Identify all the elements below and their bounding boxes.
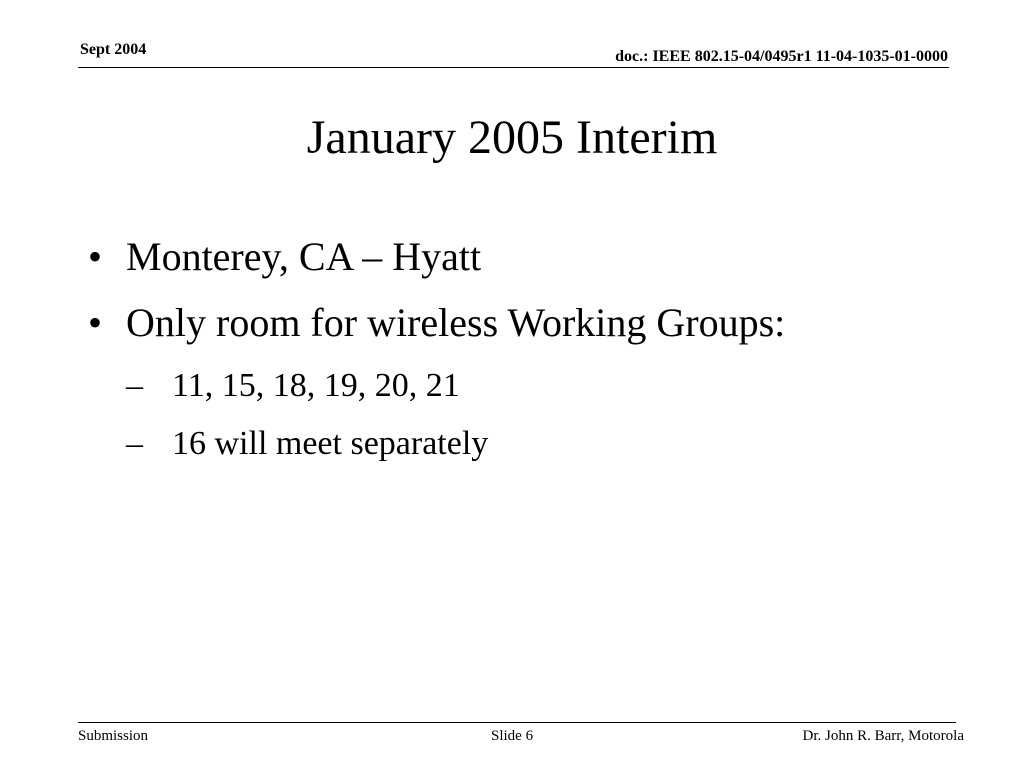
footer-slide-number: Slide 6	[491, 728, 534, 744]
bullet-text: Only room for wireless Working Groups:	[126, 300, 786, 345]
sub-bullet-text: 16 will meet separately	[172, 425, 489, 462]
bullet-text: Monterey, CA – Hyatt	[126, 234, 482, 279]
bullet-item	[88, 232, 968, 282]
sub-bullet-text: 11, 15, 18, 19, 20, 21	[172, 367, 460, 404]
header-date: Sept 2004	[80, 41, 147, 58]
bullet-marker: •	[88, 234, 103, 279]
bullet-list	[88, 232, 968, 480]
sub-bullet-marker: –	[126, 367, 143, 404]
header-doc-id: doc.: IEEE 802.15-04/0495r1 11-04-1035-01-0000	[615, 48, 948, 65]
footer-author: Dr. John R. Barr, Motorola	[802, 728, 964, 744]
sub-bullet-item	[126, 422, 968, 466]
bullet-item	[88, 298, 968, 348]
sub-bullet-marker: –	[126, 425, 143, 462]
sub-bullet-item	[126, 364, 968, 408]
slide-title: January 2005 Interim	[306, 111, 718, 164]
footer-divider	[78, 722, 956, 723]
footer-submission: Submission	[78, 728, 149, 744]
header-divider	[78, 67, 949, 68]
bullet-marker: •	[88, 300, 103, 345]
